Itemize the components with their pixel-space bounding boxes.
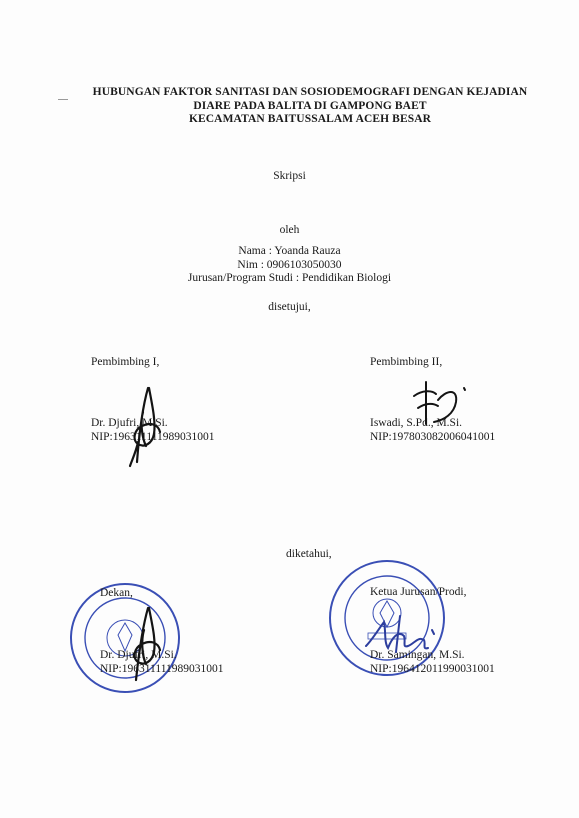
student-name: Nama : Yoanda Rauza <box>238 245 341 257</box>
supervisor-1-role: Pembimbing I, <box>91 356 160 368</box>
supervisor-1-signature <box>118 382 168 468</box>
head-role: Ketua Jurusan/Prodi, <box>370 586 467 598</box>
title-line-3: KECAMATAN BAITUSSALAM ACEH BESAR <box>188 113 432 125</box>
supervisor-2-signature <box>412 378 472 428</box>
supervisor-2-nip: NIP:197803082006041001 <box>370 431 496 443</box>
supervisor-2-role: Pembimbing II, <box>370 356 443 368</box>
dean-signature <box>120 604 168 684</box>
student-nim: Nim : 0906103050030 <box>237 258 342 271</box>
dean-name: Dr. Djufri, M.Si. <box>100 649 177 661</box>
document-type: Skripsi <box>273 170 306 182</box>
student-info <box>0 245 579 286</box>
by-label: oleh <box>279 224 300 236</box>
title-line-2: DIARE PADA BALITA DI GAMPONG BAET <box>193 99 427 112</box>
dean-role: Dekan, <box>100 587 133 599</box>
title-line-1: HUBUNGAN FAKTOR SANITASI DAN SOSIODEMOGRAFI DENGAN KEJADIAN <box>92 86 528 98</box>
known-label: diketahui, <box>286 548 332 560</box>
head-signature <box>360 612 450 656</box>
head-nip: NIP:196412011990031001 <box>370 663 495 675</box>
supervisor-1-nip: NIP:196311111989031001 <box>91 431 215 443</box>
supervisor-2-name: Iswadi, S.Pd., M.Si. <box>370 417 463 429</box>
approved-label: disetujui, <box>268 301 311 313</box>
thesis-title <box>60 86 560 127</box>
student-program: Jurusan/Program Studi : Pendidikan Biologi <box>187 272 392 284</box>
supervisor-1-name: Dr. Djufri, M.Si. <box>91 417 168 429</box>
dean-nip: NIP:196311111989031001 <box>100 663 224 675</box>
head-name: Dr. Samingan, M.Si. <box>370 649 465 661</box>
